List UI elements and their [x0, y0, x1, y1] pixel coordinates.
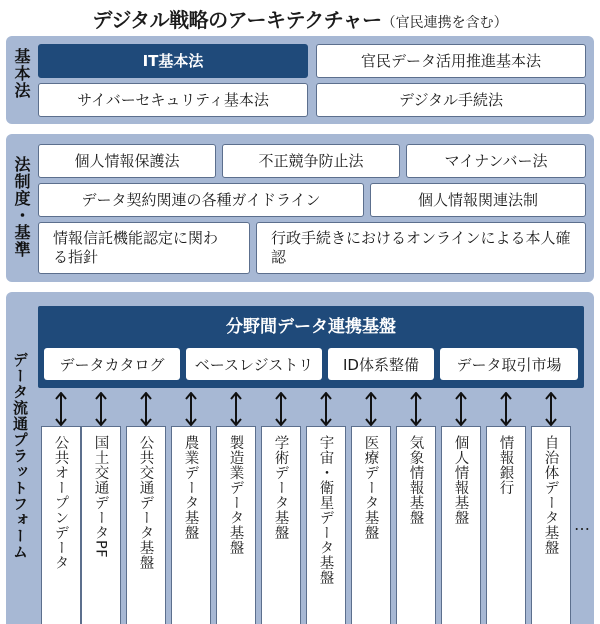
hub-base-registry: ベースレジストリ: [186, 348, 322, 380]
pillar-label: 個人情報基盤: [452, 435, 469, 525]
pillar-space-satellite: [306, 426, 346, 624]
pillar-medical: [351, 426, 391, 624]
info-trust-guideline: 情報信託機能認定に関わる指針: [38, 222, 250, 274]
law-digital-procedure: デジタル手続法: [316, 83, 586, 117]
double-arrow-icon: [94, 392, 108, 426]
law-public-private-data: 官民データ活用推進基本法: [316, 44, 586, 78]
online-identity-verification: 行政手続きにおけるオンラインによる本人確認: [256, 222, 586, 274]
pillar-label: 学術データ基盤: [272, 435, 289, 540]
pillar-label: 宇宙・衛星データ基盤: [317, 435, 334, 585]
double-arrow-icon: [229, 392, 243, 426]
pillar-mlit-data-pf: [81, 426, 121, 624]
double-arrow-icon: [319, 392, 333, 426]
pillar-personal-info: [441, 426, 481, 624]
pillar-agriculture: [171, 426, 211, 624]
double-arrow-icon: [139, 392, 153, 426]
double-arrow-icon: [454, 392, 468, 426]
basic-laws-label: 基本法: [12, 48, 31, 99]
data-platform-label: データ流通プラットフォーム: [11, 352, 29, 560]
pillar-label: 自治体データ基盤: [542, 435, 559, 555]
pillar-manufacturing: [216, 426, 256, 624]
pillar-public-open-data: [41, 426, 81, 624]
pillar-info-bank: [486, 426, 526, 624]
legal-system-panel: [6, 134, 594, 282]
more-indicator: …: [574, 515, 588, 534]
double-arrow-icon: [544, 392, 558, 426]
law-it-basic: IT基本法: [38, 44, 308, 78]
page-title: [0, 4, 600, 33]
pillar-label: 国土交通データPF: [92, 435, 109, 559]
double-arrow-icon: [499, 392, 513, 426]
double-arrow-icon: [409, 392, 423, 426]
pillar-academic: [261, 426, 301, 624]
hub-data-catalog: データカタログ: [44, 348, 180, 380]
double-arrow-icon: [54, 392, 68, 426]
law-personal-info-protection: 個人情報保護法: [38, 144, 216, 178]
legal-system-label: 法制度・基準: [12, 156, 31, 258]
hub-title: 分野間データ連携基盤: [226, 317, 396, 337]
pillar-label: 医療データ基盤: [362, 435, 379, 540]
pillar-label: 農業データ基盤: [182, 435, 199, 540]
pillar-public-transport: [126, 426, 166, 624]
data-contract-guidelines: データ契約関連の各種ガイドライン: [38, 183, 364, 217]
double-arrow-icon: [364, 392, 378, 426]
hub-data-market: データ取引市場: [440, 348, 578, 380]
basic-laws-panel: [6, 36, 594, 124]
pillar-label: 公共オープンデータ: [52, 435, 69, 570]
law-unfair-competition: 不正競争防止法: [222, 144, 400, 178]
title-main: デジタル戦略のアーキテクチャー: [92, 8, 382, 32]
double-arrow-icon: [274, 392, 288, 426]
pillar-label: 気象情報基盤: [407, 435, 424, 525]
pillar-weather: [396, 426, 436, 624]
hub-id-system: ID体系整備: [328, 348, 434, 380]
pillar-label: 製造業データ基盤: [227, 435, 244, 555]
cross-sector-data-hub: [38, 306, 584, 388]
pillar-label: 公共交通データ基盤: [137, 435, 154, 570]
personal-info-legislation: 個人情報関連法制: [370, 183, 586, 217]
title-sub: （官民連携を含む）: [381, 15, 508, 31]
pillar-municipal: [531, 426, 571, 624]
law-cybersecurity: サイバーセキュリティ基本法: [38, 83, 308, 117]
pillar-label: 情報銀行: [497, 435, 514, 495]
double-arrow-icon: [184, 392, 198, 426]
law-my-number: マイナンバー法: [406, 144, 586, 178]
